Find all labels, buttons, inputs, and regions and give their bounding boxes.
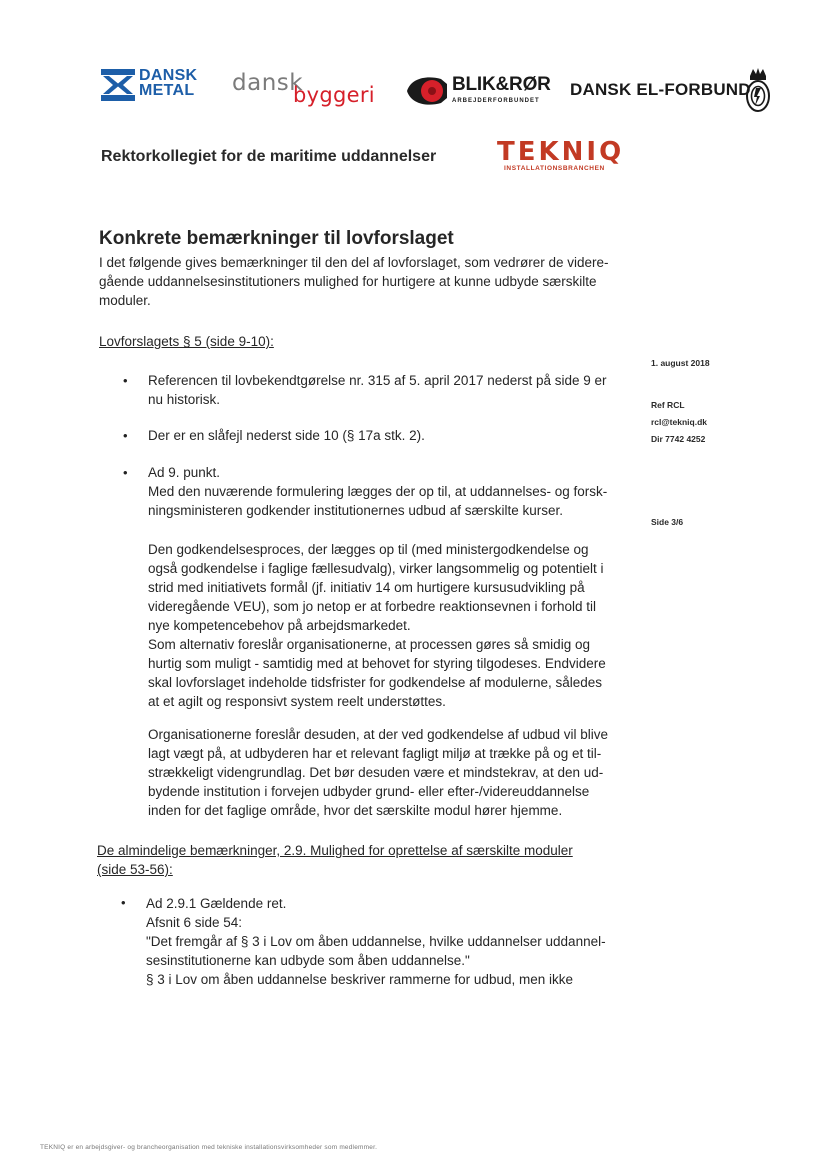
tekniq-sub: INSTALLATIONSBRANCHEN [504, 165, 605, 172]
para-b-line: Organisationerne foreslår desuden, at der ved godkendelse af udbud vil blive [148, 727, 609, 742]
para-b-line: bydende institution i forvejen udbyder grund- eller efter-/videreuddannelse [148, 784, 590, 799]
blik-ror-sub: ARBEJDERFORBUNDET [452, 98, 540, 104]
bullet2-text [148, 426, 425, 445]
blik-ror-mark-icon [405, 75, 449, 107]
sidebar-email: rcl@tekniq.dk [651, 417, 707, 427]
intro-paragraph [99, 253, 609, 310]
dansk-metal-line2: METAL [139, 82, 195, 99]
section1-title: Lovforslagets § 5 (side 9-10): [99, 334, 274, 349]
dansk-metal-line1: DANSK [139, 67, 198, 84]
crown-crest-icon [744, 66, 772, 114]
el-forbund-name: DANSK EL-FORBUND [570, 80, 751, 99]
sidebar-phone: Dir 7742 4252 [651, 434, 706, 444]
para-a-line: skal lovforslaget indeholde tidsfrister for godkendelse af modulerne, således [148, 675, 603, 690]
bullet3-text [148, 463, 607, 520]
sidebar-page-number: Side 3/6 [651, 517, 684, 527]
bullet1-line: Referencen til lovbekendtgørelse nr. 315 af 5. april 2017 nederst på side 9 er [148, 373, 607, 388]
tekniq-name: TEKNIQ [497, 137, 625, 167]
sidebar-date: 1. august 2018 [651, 358, 710, 368]
bullet-marker: • [121, 895, 126, 910]
bullet4-line: sesinstitutionerne kan udbyde som åben uddannelse." [146, 953, 470, 968]
para-a-line: hurtig som muligt - samtidig med at behovet for styring tilgodeses. Endvidere [148, 656, 606, 671]
para-a-line: Som alternativ foreslår organisationerne, at processen gøres så smidig og [148, 637, 590, 652]
sidebar-contact [651, 397, 707, 448]
bullet1-text [148, 371, 607, 409]
bullet1-line: nu historisk. [148, 392, 221, 407]
intro-line: I det følgende gives bemærkninger til den del af lovforslaget, som vedrører de videre- [99, 255, 609, 270]
dansk-el-forbund-logo [570, 66, 775, 114]
blik-ror-logo [405, 72, 550, 110]
paragraph-organisationerne [148, 725, 608, 820]
bullet3-line: Ad 9. punkt. [148, 465, 221, 480]
para-a-line: strid med initiativets formål (jf. initiativ 14 om hurtigere kursusudvikling på [148, 580, 585, 595]
para-a-line: nye kompetencebehov på arbejdsmarkedet. [148, 618, 411, 633]
bullet4-line: "Det fremgår af § 3 i Lov om åben uddannelse, hvilke uddannelser uddannel- [146, 934, 606, 949]
dansk-byggeri-part1: dansk [232, 70, 304, 96]
bullet4-line: § 3 i Lov om åben uddannelse beskriver rammerne for udbud, men ikke [146, 972, 573, 987]
para-a-line: at et agilt og responsivt system reelt understøttes. [148, 694, 446, 709]
bullet-marker: • [123, 428, 128, 443]
sidebar-ref: Ref RCL [651, 400, 685, 410]
bullet3-line: ningsministeren godkender institutionernes udbud af særskilte kurser. [148, 503, 563, 518]
section2-title [97, 841, 573, 879]
bullet-marker: • [123, 373, 128, 388]
intro-line: moduler. [99, 293, 151, 308]
page-footer: TEKNIQ er en arbejdsgiver- og brancheorganisation med tekniske installationsvirksomheder som medlemmer. [40, 1144, 378, 1151]
rektorkollegiet-line: Rektorkollegiet for de maritime uddannelser [101, 148, 437, 165]
para-a-line: Den godkendelsesproces, der lægges op til (med ministergodkendelse og [148, 542, 589, 557]
tekniq-logo [497, 137, 632, 175]
section2-title-line: De almindelige bemærkninger, 2.9. Mulighed for oprettelse af særskilte moduler [97, 843, 573, 858]
para-b-line: strækkeligt videngrundlag. Det bør desuden være et mindstekrav, at den ud- [148, 765, 604, 780]
paragraph-godkendelsesproces [148, 540, 606, 711]
bullet3-line: Med den nuværende formulering lægges der op til, at uddannelses- og forsk- [148, 484, 608, 499]
bullet4-line: Ad 2.9.1 Gældende ret. [146, 896, 287, 911]
para-b-line: inden for det faglige område, hvor det særskilte modul hører hjemme. [148, 803, 563, 818]
dansk-byggeri-logo [232, 70, 382, 110]
para-b-line: lagt vægt på, at udbyderen har et relevant fagligt miljø at trække på og et til- [148, 746, 602, 761]
bullet2-line: Der er en slåfejl nederst side 10 (§ 17a stk. 2). [148, 428, 425, 443]
dansk-byggeri-part2: byggeri [293, 83, 375, 107]
bullet4-line: Afsnit 6 side 54: [146, 915, 243, 930]
para-a-line: videregående VEU), som jo netop er at forbedre reaktionsevnen i forhold til [148, 599, 597, 614]
dansk-metal-logo [101, 68, 206, 102]
dansk-metal-mark-icon [101, 69, 135, 101]
para-a-line: også godkendelse i faglige fællesudvalg), virker langsommelig og potentielt i [148, 561, 604, 576]
bullet4-text [146, 894, 606, 989]
blik-ror-name: BLIK&RØR [452, 74, 551, 95]
bullet-marker: • [123, 465, 128, 480]
page-heading: Konkrete bemærkninger til lovforslaget [99, 228, 454, 249]
section2-title-line: (side 53-56): [97, 862, 173, 877]
intro-line: gående uddannelsesinstitutioners mulighed for hurtigere at kunne udbyde særskilte [99, 274, 597, 289]
